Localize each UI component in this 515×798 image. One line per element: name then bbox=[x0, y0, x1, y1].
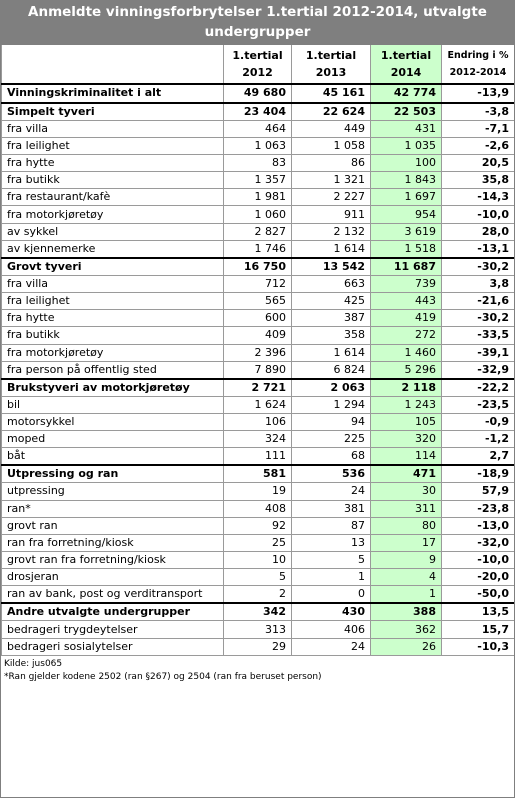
change-percent: -21,6 bbox=[442, 293, 515, 310]
value-2012: 7 890 bbox=[224, 361, 292, 379]
table-row bbox=[2, 534, 515, 551]
value-2014: 3 619 bbox=[371, 223, 442, 240]
value-2013: 911 bbox=[292, 206, 371, 223]
value-2014: 30 bbox=[371, 483, 442, 500]
value-2014: 471 bbox=[371, 465, 442, 483]
row-label: fra person på offentlig sted bbox=[2, 361, 224, 379]
value-2014: 388 bbox=[371, 603, 442, 621]
change-percent: 13,5 bbox=[442, 603, 515, 621]
value-2014: 105 bbox=[371, 413, 442, 430]
value-2012: 29 bbox=[224, 638, 292, 655]
value-2014: 362 bbox=[371, 621, 442, 638]
value-2014: 1 518 bbox=[371, 240, 442, 258]
table-row bbox=[2, 240, 515, 258]
value-2013: 1 294 bbox=[292, 396, 371, 413]
table-row bbox=[2, 120, 515, 137]
change-percent: -23,8 bbox=[442, 500, 515, 517]
table-row bbox=[2, 621, 515, 638]
row-label: Brukstyveri av motorkjøretøy bbox=[2, 379, 224, 397]
row-label: utpressing bbox=[2, 483, 224, 500]
value-2014: 1 460 bbox=[371, 344, 442, 361]
footer bbox=[1, 658, 514, 684]
change-percent: -30,2 bbox=[442, 310, 515, 327]
table-row bbox=[2, 483, 515, 500]
group-row bbox=[2, 465, 515, 483]
footnote: *Ran gjelder kodene 2502 (ran §267) og 2504 (ran fra beruset person) bbox=[4, 671, 322, 682]
value-2014: 22 503 bbox=[371, 103, 442, 121]
value-2014: 2 118 bbox=[371, 379, 442, 397]
group-row bbox=[2, 103, 515, 121]
change-percent: -14,3 bbox=[442, 189, 515, 206]
row-label: ran* bbox=[2, 500, 224, 517]
change-percent: 3,8 bbox=[442, 275, 515, 292]
table-row bbox=[2, 189, 515, 206]
row-label: båt bbox=[2, 448, 224, 466]
table-row bbox=[2, 344, 515, 361]
value-2014: 100 bbox=[371, 154, 442, 171]
value-2014: 1 bbox=[371, 586, 442, 604]
table-row bbox=[2, 137, 515, 154]
value-2013: 358 bbox=[292, 327, 371, 344]
table-row bbox=[2, 431, 515, 448]
row-label: Grovt tyveri bbox=[2, 258, 224, 276]
value-2012: 464 bbox=[224, 120, 292, 137]
value-2012: 111 bbox=[224, 448, 292, 466]
value-2013: 94 bbox=[292, 413, 371, 430]
table-row bbox=[2, 172, 515, 189]
value-2012: 49 680 bbox=[224, 84, 292, 103]
header-2013-line2: 2013 bbox=[315, 66, 347, 79]
row-label: grovt ran fra forretning/kiosk bbox=[2, 552, 224, 569]
header-2014-line1: 1.tertial bbox=[380, 49, 432, 62]
table-row bbox=[2, 310, 515, 327]
title-line-2: undergrupper bbox=[204, 24, 311, 40]
table-row bbox=[2, 396, 515, 413]
value-2012: 409 bbox=[224, 327, 292, 344]
value-2014: 419 bbox=[371, 310, 442, 327]
value-2014: 443 bbox=[371, 293, 442, 310]
value-2013: 387 bbox=[292, 310, 371, 327]
change-percent: -18,9 bbox=[442, 465, 515, 483]
value-2013: 1 bbox=[292, 569, 371, 586]
table-row bbox=[2, 154, 515, 171]
value-2012: 83 bbox=[224, 154, 292, 171]
change-percent: 20,5 bbox=[442, 154, 515, 171]
change-percent: -50,0 bbox=[442, 586, 515, 604]
row-label: grovt ran bbox=[2, 517, 224, 534]
value-2014: 80 bbox=[371, 517, 442, 534]
value-2012: 19 bbox=[224, 483, 292, 500]
value-2012: 2 721 bbox=[224, 379, 292, 397]
change-percent: -3,8 bbox=[442, 103, 515, 121]
value-2014: 1 843 bbox=[371, 172, 442, 189]
value-2012: 23 404 bbox=[224, 103, 292, 121]
value-2012: 1 746 bbox=[224, 240, 292, 258]
header-2012-line2: 2012 bbox=[242, 66, 273, 79]
value-2012: 712 bbox=[224, 275, 292, 292]
value-2013: 1 614 bbox=[292, 240, 371, 258]
row-label: av sykkel bbox=[2, 223, 224, 240]
group-row bbox=[2, 258, 515, 276]
row-label: Utpressing og ran bbox=[2, 465, 224, 483]
header-2012 bbox=[224, 44, 292, 84]
table-row bbox=[2, 638, 515, 655]
value-2012: 324 bbox=[224, 431, 292, 448]
value-2013: 381 bbox=[292, 500, 371, 517]
change-percent: -39,1 bbox=[442, 344, 515, 361]
row-label: bil bbox=[2, 396, 224, 413]
value-2013: 1 614 bbox=[292, 344, 371, 361]
value-2014: 26 bbox=[371, 638, 442, 655]
row-label: drosjeran bbox=[2, 569, 224, 586]
value-2012: 2 bbox=[224, 586, 292, 604]
header-change-line2: 2012-2014 bbox=[449, 67, 507, 78]
change-percent: -10,3 bbox=[442, 638, 515, 655]
value-2014: 5 296 bbox=[371, 361, 442, 379]
value-2012: 1 063 bbox=[224, 137, 292, 154]
value-2014: 272 bbox=[371, 327, 442, 344]
value-2014: 4 bbox=[371, 569, 442, 586]
table-row bbox=[2, 293, 515, 310]
value-2012: 581 bbox=[224, 465, 292, 483]
value-2014: 954 bbox=[371, 206, 442, 223]
change-percent: 35,8 bbox=[442, 172, 515, 189]
value-2012: 1 981 bbox=[224, 189, 292, 206]
value-2013: 0 bbox=[292, 586, 371, 604]
header-2014 bbox=[371, 44, 442, 84]
value-2012: 408 bbox=[224, 500, 292, 517]
value-2012: 25 bbox=[224, 534, 292, 551]
value-2013: 2 132 bbox=[292, 223, 371, 240]
change-percent: -13,0 bbox=[442, 517, 515, 534]
value-2013: 225 bbox=[292, 431, 371, 448]
row-label: ran fra forretning/kiosk bbox=[2, 534, 224, 551]
crime-statistics-table bbox=[1, 43, 515, 656]
change-percent: -10,0 bbox=[442, 552, 515, 569]
value-2013: 68 bbox=[292, 448, 371, 466]
change-percent: 28,0 bbox=[442, 223, 515, 240]
value-2013: 24 bbox=[292, 483, 371, 500]
table-row bbox=[2, 552, 515, 569]
value-2012: 342 bbox=[224, 603, 292, 621]
table-row bbox=[2, 586, 515, 604]
total-row bbox=[2, 84, 515, 103]
source-note: Kilde: jus065 bbox=[4, 658, 63, 669]
change-percent: -30,2 bbox=[442, 258, 515, 276]
row-label: bedrageri sosialytelser bbox=[2, 638, 224, 655]
value-2014: 311 bbox=[371, 500, 442, 517]
value-2014: 9 bbox=[371, 552, 442, 569]
change-percent: 57,9 bbox=[442, 483, 515, 500]
header-2013 bbox=[292, 44, 371, 84]
change-percent: -20,0 bbox=[442, 569, 515, 586]
value-2012: 106 bbox=[224, 413, 292, 430]
value-2012: 10 bbox=[224, 552, 292, 569]
value-2013: 2 227 bbox=[292, 189, 371, 206]
table-row bbox=[2, 361, 515, 379]
value-2013: 663 bbox=[292, 275, 371, 292]
header-row bbox=[2, 44, 515, 84]
change-percent: -22,2 bbox=[442, 379, 515, 397]
change-percent: 2,7 bbox=[442, 448, 515, 466]
header-2013-line1: 1.tertial bbox=[305, 49, 357, 62]
value-2012: 16 750 bbox=[224, 258, 292, 276]
header-change bbox=[442, 44, 515, 84]
change-percent: -33,5 bbox=[442, 327, 515, 344]
table-row bbox=[2, 448, 515, 466]
row-label: fra butikk bbox=[2, 327, 224, 344]
row-label: av kjennemerke bbox=[2, 240, 224, 258]
title-line-1: Anmeldte vinningsforbrytelser 1.tertial 2012-2014, utvalgte bbox=[28, 4, 487, 20]
table-row bbox=[2, 500, 515, 517]
row-label: fra restaurant/kafè bbox=[2, 189, 224, 206]
table-row bbox=[2, 569, 515, 586]
value-2014: 739 bbox=[371, 275, 442, 292]
row-label: fra hytte bbox=[2, 310, 224, 327]
group-row bbox=[2, 603, 515, 621]
value-2013: 425 bbox=[292, 293, 371, 310]
value-2012: 313 bbox=[224, 621, 292, 638]
row-label: fra motorkjøretøy bbox=[2, 206, 224, 223]
value-2012: 1 624 bbox=[224, 396, 292, 413]
row-label: bedrageri trygdeytelser bbox=[2, 621, 224, 638]
value-2012: 2 827 bbox=[224, 223, 292, 240]
value-2014: 11 687 bbox=[371, 258, 442, 276]
value-2013: 5 bbox=[292, 552, 371, 569]
row-label: Andre utvalgte undergrupper bbox=[2, 603, 224, 621]
table-row bbox=[2, 327, 515, 344]
value-2012: 1 060 bbox=[224, 206, 292, 223]
header-2014-line2: 2014 bbox=[390, 66, 422, 79]
row-label: Simpelt tyveri bbox=[2, 103, 224, 121]
value-2014: 42 774 bbox=[371, 84, 442, 103]
table-title bbox=[1, 1, 514, 43]
value-2014: 114 bbox=[371, 448, 442, 466]
value-2012: 2 396 bbox=[224, 344, 292, 361]
row-label: fra leilighet bbox=[2, 293, 224, 310]
change-percent: -13,9 bbox=[442, 84, 515, 103]
change-percent: -23,5 bbox=[442, 396, 515, 413]
value-2013: 406 bbox=[292, 621, 371, 638]
value-2013: 13 bbox=[292, 534, 371, 551]
value-2013: 1 058 bbox=[292, 137, 371, 154]
value-2013: 430 bbox=[292, 603, 371, 621]
change-percent: 15,7 bbox=[442, 621, 515, 638]
value-2013: 2 063 bbox=[292, 379, 371, 397]
change-percent: -10,0 bbox=[442, 206, 515, 223]
table-row bbox=[2, 275, 515, 292]
header-2012-line1: 1.tertial bbox=[232, 49, 283, 62]
value-2013: 13 542 bbox=[292, 258, 371, 276]
table-row bbox=[2, 223, 515, 240]
value-2013: 86 bbox=[292, 154, 371, 171]
value-2014: 1 035 bbox=[371, 137, 442, 154]
change-percent: -32,0 bbox=[442, 534, 515, 551]
value-2013: 22 624 bbox=[292, 103, 371, 121]
row-label: fra villa bbox=[2, 275, 224, 292]
value-2014: 17 bbox=[371, 534, 442, 551]
change-percent: -13,1 bbox=[442, 240, 515, 258]
change-percent: -7,1 bbox=[442, 120, 515, 137]
group-row bbox=[2, 379, 515, 397]
value-2014: 320 bbox=[371, 431, 442, 448]
change-percent: -32,9 bbox=[442, 361, 515, 379]
row-label: fra butikk bbox=[2, 172, 224, 189]
value-2013: 1 321 bbox=[292, 172, 371, 189]
value-2013: 449 bbox=[292, 120, 371, 137]
value-2012: 1 357 bbox=[224, 172, 292, 189]
row-label: fra leilighet bbox=[2, 137, 224, 154]
value-2012: 92 bbox=[224, 517, 292, 534]
value-2012: 5 bbox=[224, 569, 292, 586]
row-label: Vinningskriminalitet i alt bbox=[2, 84, 224, 103]
row-label: fra motorkjøretøy bbox=[2, 344, 224, 361]
table-body bbox=[2, 84, 515, 655]
change-percent: -2,6 bbox=[442, 137, 515, 154]
value-2013: 24 bbox=[292, 638, 371, 655]
row-label: motorsykkel bbox=[2, 413, 224, 430]
value-2012: 565 bbox=[224, 293, 292, 310]
value-2012: 600 bbox=[224, 310, 292, 327]
value-2014: 431 bbox=[371, 120, 442, 137]
row-label: moped bbox=[2, 431, 224, 448]
value-2013: 87 bbox=[292, 517, 371, 534]
value-2014: 1 243 bbox=[371, 396, 442, 413]
row-label: ran av bank, post og verditransport bbox=[2, 586, 224, 604]
value-2013: 45 161 bbox=[292, 84, 371, 103]
change-percent: -0,9 bbox=[442, 413, 515, 430]
row-label: fra villa bbox=[2, 120, 224, 137]
table-row bbox=[2, 206, 515, 223]
table-row bbox=[2, 517, 515, 534]
value-2014: 1 697 bbox=[371, 189, 442, 206]
value-2013: 536 bbox=[292, 465, 371, 483]
header-label-cell bbox=[2, 44, 224, 84]
change-percent: -1,2 bbox=[442, 431, 515, 448]
value-2013: 6 824 bbox=[292, 361, 371, 379]
table-row bbox=[2, 413, 515, 430]
row-label: fra hytte bbox=[2, 154, 224, 171]
header-change-line1: Endring i % bbox=[447, 50, 509, 61]
